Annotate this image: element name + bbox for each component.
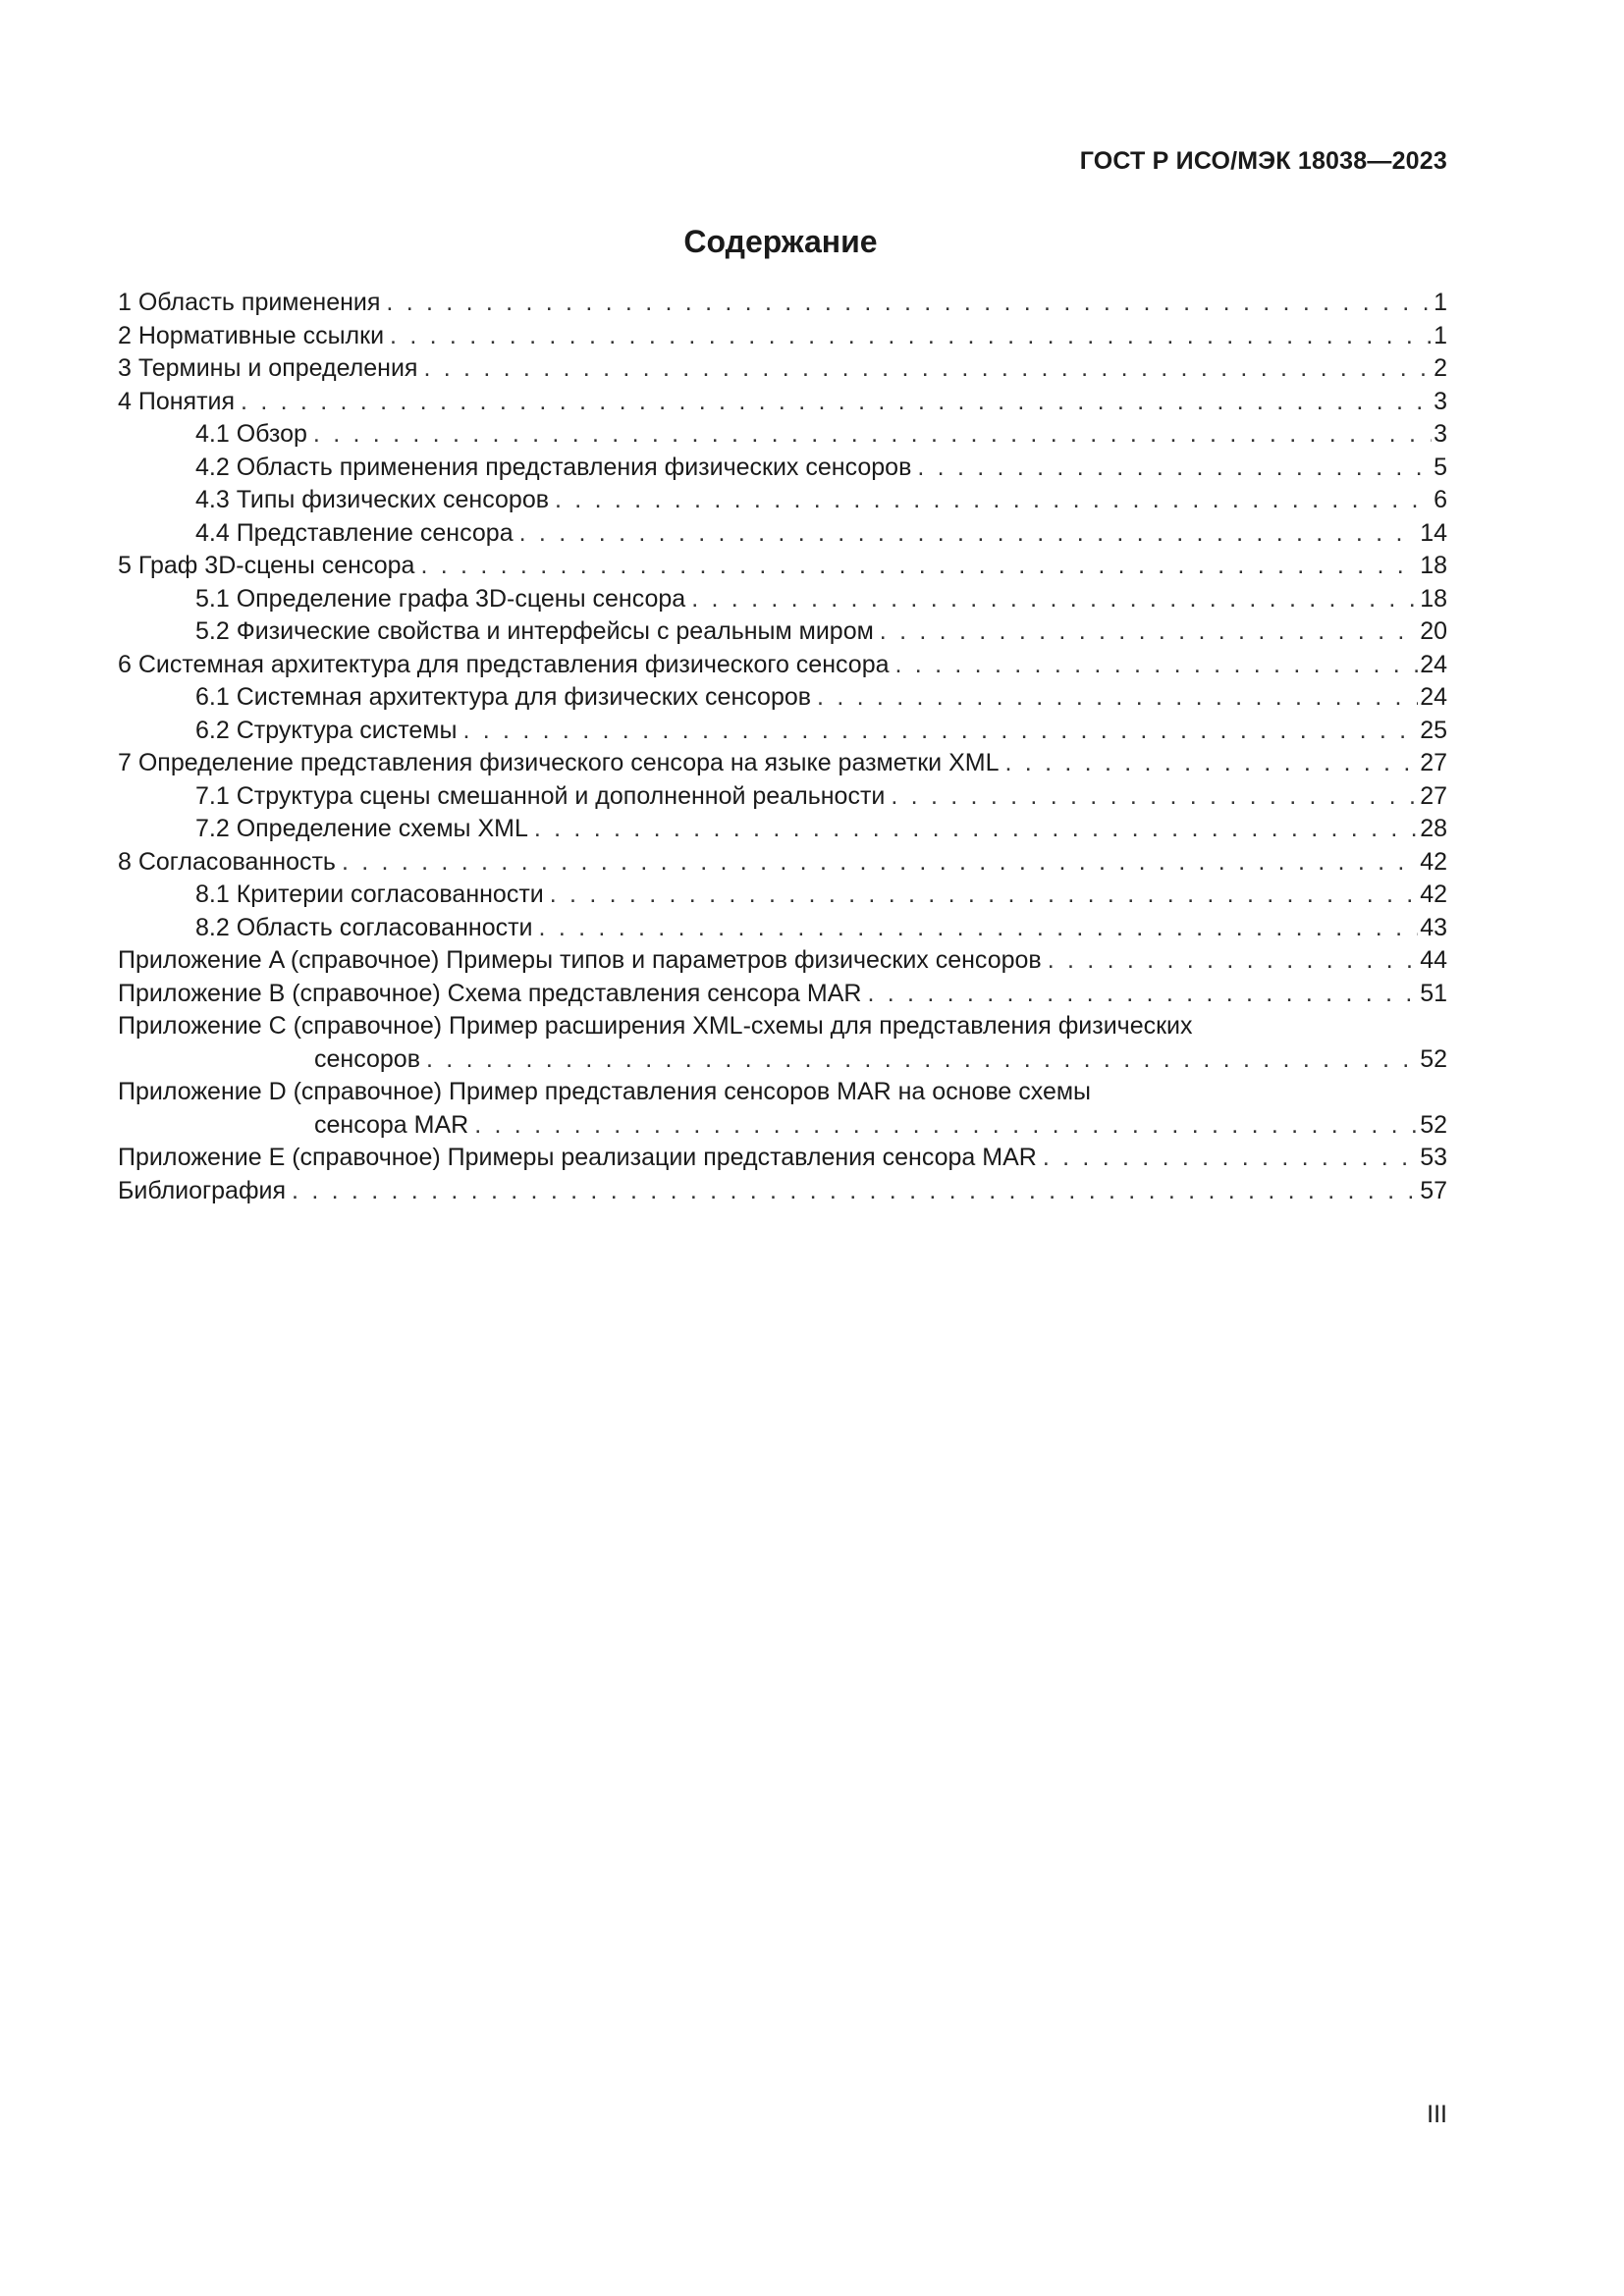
toc-page-number: 27 xyxy=(1420,781,1447,810)
toc-page-number: 1 xyxy=(1434,321,1447,349)
toc-entry-text: 8.2 Область согласованности xyxy=(195,913,533,941)
table-of-contents xyxy=(118,287,1447,1207)
toc-entry-text: 6.2 Структура системы xyxy=(195,716,458,744)
toc-page-number: 2 xyxy=(1434,354,1447,382)
toc-entry-text: 6 Системная архитектура для представления физического сенсора xyxy=(118,650,890,678)
toc-page-number: 20 xyxy=(1420,617,1447,645)
toc-page-number: 44 xyxy=(1420,946,1447,974)
toc-dot-leader xyxy=(550,879,1418,912)
toc-page-number: 57 xyxy=(1420,1176,1447,1204)
toc-dot-leader xyxy=(1048,944,1418,978)
toc-page-number: 51 xyxy=(1420,979,1447,1007)
toc-dot-leader xyxy=(426,1043,1418,1077)
toc-entry-text: 7 Определение представления физического сенсора на языке разметки XML xyxy=(118,749,1000,776)
toc-entry[interactable] xyxy=(118,550,1447,583)
toc-page-number: 24 xyxy=(1420,683,1447,711)
toc-dot-leader xyxy=(1005,747,1419,780)
toc-entry-text: 1 Область применения xyxy=(118,289,381,316)
toc-entry-text: Приложение E (справочное) Примеры реализации представления сенсора MAR xyxy=(118,1144,1037,1171)
toc-subentry[interactable] xyxy=(118,615,1447,649)
toc-subentry[interactable] xyxy=(118,780,1447,814)
toc-subentry[interactable] xyxy=(118,879,1447,912)
toc-entry-text: Приложение B (справочное) Схема представления сенсора MAR xyxy=(118,979,862,1007)
toc-page-number: 52 xyxy=(1420,1044,1447,1073)
toc-entry-text: 4.4 Представление сенсора xyxy=(195,518,514,547)
toc-dot-leader xyxy=(342,846,1418,880)
toc-page-number: 27 xyxy=(1420,749,1447,776)
toc-subentry[interactable] xyxy=(118,813,1447,846)
page-number: III xyxy=(1427,2101,1447,2128)
toc-entry-text: 4.1 Обзор xyxy=(195,420,307,448)
toc-dot-leader xyxy=(423,352,1432,386)
toc-dot-leader xyxy=(691,583,1418,616)
toc-entry-text: 7.1 Структура сцены смешанной и дополненной реальности xyxy=(195,781,886,810)
toc-entry-text: 2 Нормативные ссылки xyxy=(118,321,385,349)
toc-page-number: 6 xyxy=(1434,486,1447,513)
toc-dot-leader xyxy=(241,386,1432,419)
toc-entry-first-line[interactable]: Приложение C (справочное) Пример расширения XML-схемы для представления физических xyxy=(118,1012,1193,1040)
toc-subentry[interactable] xyxy=(118,681,1447,715)
toc-page-number: 1 xyxy=(1434,289,1447,316)
toc-dot-leader xyxy=(519,517,1419,551)
toc-dot-leader xyxy=(817,681,1418,715)
toc-title: Содержание xyxy=(683,224,878,259)
toc-page-number: 43 xyxy=(1420,913,1447,941)
toc-dot-leader xyxy=(462,715,1418,748)
toc-dot-leader xyxy=(534,813,1418,846)
toc-entry[interactable] xyxy=(118,649,1447,682)
toc-entry-first-line[interactable]: Приложение D (справочное) Пример представления сенсоров MAR на основе схемы xyxy=(118,1078,1092,1105)
toc-entry-text: 4.3 Типы физических сенсоров xyxy=(195,486,550,513)
toc-entry-text: 8 Согласованность xyxy=(118,847,336,876)
toc-page-number: 5 xyxy=(1434,453,1447,481)
toc-entry-text: 6.1 Системная архитектура для физических сенсоров xyxy=(195,683,812,711)
toc-entry[interactable] xyxy=(118,320,1447,353)
toc-page-number: 25 xyxy=(1420,716,1447,744)
toc-entry-continuation: сенсора MAR xyxy=(314,1110,469,1139)
toc-entry-text: 4 Понятия xyxy=(118,387,236,415)
toc-dot-leader xyxy=(867,978,1418,1011)
toc-page-number: 3 xyxy=(1434,420,1447,448)
toc-subentry[interactable] xyxy=(118,912,1447,945)
toc-subentry[interactable] xyxy=(118,484,1447,517)
toc-entry[interactable] xyxy=(118,1109,1447,1143)
toc-entry[interactable] xyxy=(118,1142,1447,1175)
toc-dot-leader xyxy=(895,649,1419,682)
toc-entry[interactable] xyxy=(118,846,1447,880)
toc-dot-leader xyxy=(420,550,1418,583)
toc-entry[interactable] xyxy=(118,1043,1447,1077)
toc-subentry[interactable] xyxy=(118,452,1447,485)
toc-page-number: 53 xyxy=(1420,1144,1447,1171)
toc-dot-leader xyxy=(555,484,1432,517)
toc-entry-text: Библиография xyxy=(118,1176,287,1204)
toc-dot-leader xyxy=(390,320,1432,353)
toc-dot-leader xyxy=(917,452,1432,485)
toc-subentry[interactable] xyxy=(118,583,1447,616)
toc-entry-continuation: сенсоров xyxy=(314,1044,420,1073)
toc-page-number: 18 xyxy=(1420,552,1447,579)
toc-entry[interactable] xyxy=(118,944,1447,978)
toc-entry-text: 5.1 Определение графа 3D-сцены сенсора xyxy=(195,584,686,613)
toc-page-number: 42 xyxy=(1420,847,1447,876)
toc-page-number: 28 xyxy=(1420,815,1447,842)
toc-dot-leader xyxy=(313,418,1432,452)
toc-page-number: 24 xyxy=(1420,650,1447,678)
toc-dot-leader xyxy=(386,287,1432,320)
toc-page-number: 3 xyxy=(1434,387,1447,415)
toc-entry[interactable] xyxy=(118,747,1447,780)
toc-entry[interactable] xyxy=(118,287,1447,320)
toc-dot-leader xyxy=(880,615,1418,649)
toc-dot-leader xyxy=(539,912,1419,945)
toc-entry-text: 8.1 Критерии согласованности xyxy=(195,881,544,908)
toc-dot-leader xyxy=(292,1175,1418,1208)
toc-dot-leader xyxy=(474,1109,1418,1143)
toc-entry-text: 5.2 Физические свойства и интерфейсы с реальным миром xyxy=(195,617,874,645)
toc-entry-text: 4.2 Область применения представления физических сенсоров xyxy=(195,453,912,481)
toc-entry[interactable] xyxy=(118,386,1447,419)
toc-page-number: 14 xyxy=(1420,518,1447,547)
toc-subentry[interactable] xyxy=(118,715,1447,748)
toc-page-number: 42 xyxy=(1420,881,1447,908)
toc-entry-text: Приложение A (справочное) Примеры типов и параметров физических сенсоров xyxy=(118,946,1042,974)
toc-dot-leader xyxy=(1043,1142,1418,1175)
toc-entry[interactable] xyxy=(118,352,1447,386)
toc-subentry[interactable] xyxy=(118,517,1447,551)
toc-page-number: 52 xyxy=(1420,1110,1447,1139)
toc-entry[interactable] xyxy=(118,1175,1447,1208)
toc-dot-leader xyxy=(891,780,1418,814)
toc-page-number: 18 xyxy=(1420,584,1447,613)
toc-entry[interactable] xyxy=(118,978,1447,1011)
toc-entry-text: 7.2 Определение схемы XML xyxy=(195,815,528,842)
toc-entry-text: 3 Термины и определения xyxy=(118,354,418,382)
toc-subentry[interactable] xyxy=(118,418,1447,452)
document-code-header: ГОСТ Р ИСО/МЭК 18038—2023 xyxy=(1079,147,1447,175)
toc-entry-text: 5 Граф 3D-сцены сенсора xyxy=(118,552,415,579)
